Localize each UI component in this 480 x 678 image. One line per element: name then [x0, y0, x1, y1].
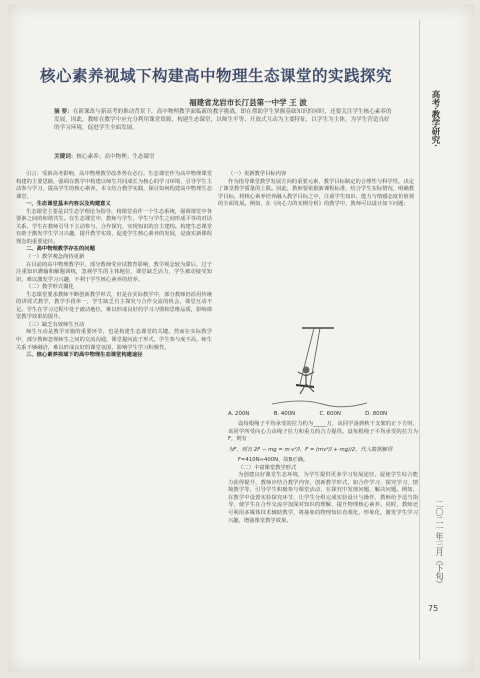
swing-figure	[262, 324, 372, 410]
child-head	[303, 367, 310, 374]
paragraph: 生态课堂要求教师不断创新教学形式，但是在实际教学中，部分教师仍沿用传统的讲授式教学，教学手段单一，学生缺乏自主探究与合作交流的机会，课堂互动不足。学生在学习过程中处于被动地位，难以形成良好的学习习惯和思维品质，影响课堂教学效果的提升。	[16, 291, 212, 321]
section-heading: （二）丰富课堂教学形式	[238, 464, 297, 471]
issue-date: 二〇二一年三月（下旬）	[435, 500, 444, 588]
paragraph: 为创建良好课堂生态环境，为学生提供更多学习发展途径，促使学生综合能力获得提升，教师应结合教学内容，创新教学形式，如合作学习、探究学习、情境教学等，引导学生积极参与课堂活动，在探究中发现问题、解决问题。例如，在教学中设置实验探究环节，让学生分组完成实验设计与操作，教师给予适当指导，使学生在合作交流中加深对知识的理解，提升物理核心素养。同时，教师还可利用多媒体技术辅助教学，将抽象的物理知识直观化、形象化，激发学生学习兴趣，增强课堂教学效果。	[228, 472, 418, 524]
paragraph: F=410N≈400N，故B正确。	[238, 457, 309, 464]
option-d: D. 800N	[365, 411, 388, 417]
section-heading: （二）教学形式僵化	[26, 284, 74, 291]
section-heading: （一）教学观念尚待更新	[26, 254, 85, 261]
paragraph: 在目前的高中物理教学中，部分教师受应试教育影响，教学观念较为滞后，过于注重知识灌输和解题训练，忽视学生的主体地位，课堂缺乏活力，学生被动接受知识，难以激发学习兴趣，不利于学生核心素养的培养。	[16, 261, 212, 283]
right-column	[218, 171, 414, 209]
section-heading: 二、高中物理教学存在的问题	[26, 246, 95, 253]
keywords-label: 关键词：	[54, 154, 77, 160]
left-column	[16, 171, 212, 360]
formula-line: 为F，则有 2F − mg = m·v²/l，F = (mv²/l + mg)/2，代入数据解得	[228, 446, 393, 453]
page-number: 75	[428, 604, 439, 613]
ground-line	[272, 401, 367, 407]
abstract	[54, 108, 394, 133]
option-b: B. 400N	[273, 411, 296, 417]
paragraph: 作为指导课堂教学发展方向的重要元素，教学目标制定的合理性与科学性，决定了课堂教学质量的上限。因此，教师要依据新课程标准，结合学生实际情况，明确教学目标，将核心素养培养融入教学目标之中，注重学生知识、能力与情感态度价值观的全面发展。例如，在《向心力的实例分析》的教学中，教师可以设计如下问题：	[218, 178, 414, 208]
keywords	[54, 152, 394, 160]
paragraph: 引言：受新高考影响，高中物理教学改革势在必行。生态课堂作为高中物理课堂构建的主要思路，强调在教学中构建以师生共同成长为核心的学习环境，引导学生主动参与学习，提高学生的核心素养。本文结合教学实践，探讨如何构建高中物理生态课堂。	[16, 171, 212, 200]
paragraph: 生态课堂主要是以生态学理论为指导，将课堂看作一个生态系统，强调课堂中各要素之间的和谐共生。在生态课堂中，教师与学生、学生与学生之间形成平等的对话关系，学生在教师引导下主动参与、合作探究，实现知识的自主建构。构建生态课堂有助于激发学生学习兴趣，提升教学实效，促进学生核心素养的发展，是落实新课程理念的重要途径。	[16, 208, 212, 245]
section-heading: 三、核心素养视域下的高中物理生态课堂构建途径	[26, 352, 143, 359]
journal-name: 高考·教学研究·	[430, 90, 440, 147]
abstract-text: 在新课改与新高考的推动背景下，高中物理教学面临新的教学挑战，即在帮助学生掌握基础知识的同时，还要关注学生核心素养的发展。因此，教师在教学中应充分利用课堂资源，构建生态课堂，以师生平等、开放式互动为主要特征，以学生为主体，为学生营造良好的学习环境，促进学生全面发展。	[54, 109, 392, 132]
right-column-lower	[228, 421, 418, 525]
author-line: 福建省龙岩市长汀县第一中学 王 波	[189, 98, 307, 107]
option-c: C. 600N	[319, 411, 341, 417]
column-divider	[419, 20, 420, 660]
keywords-text: 核心素养；高中物理；生态课堂	[76, 154, 155, 160]
section-heading: 一、生态课堂基本内容以及构建意义	[26, 201, 111, 208]
paragraph: 师生互动是教学实施的重要环节，也是构建生态课堂的关键。然而在实际教学中，部分教师忽视师生之间的交流沟通，课堂提问流于形式，学生参与度不高，师生关系不够融洽，难以形成良好的课堂氛围，影响学生学习积极性。	[16, 329, 212, 351]
option-a: A. 200N	[228, 411, 250, 417]
article-title: 核心素养视域下构建高中物理生态课堂的实践探究	[39, 66, 392, 85]
section-heading: （三）缺乏有效师生互动	[26, 321, 85, 328]
question-options	[228, 411, 418, 417]
abstract-label: 摘 要：	[54, 109, 73, 115]
section-heading: （一）更新教学目标内容	[228, 171, 287, 177]
paragraph: 设每根绳子平均承受的拉力约为_____万，该同学荡到秋千支架的正下方时，该同学所受向心力由绳子拉力和重力的合力提供。设每根绳子平均承受的拉力为F，则有	[228, 421, 418, 443]
